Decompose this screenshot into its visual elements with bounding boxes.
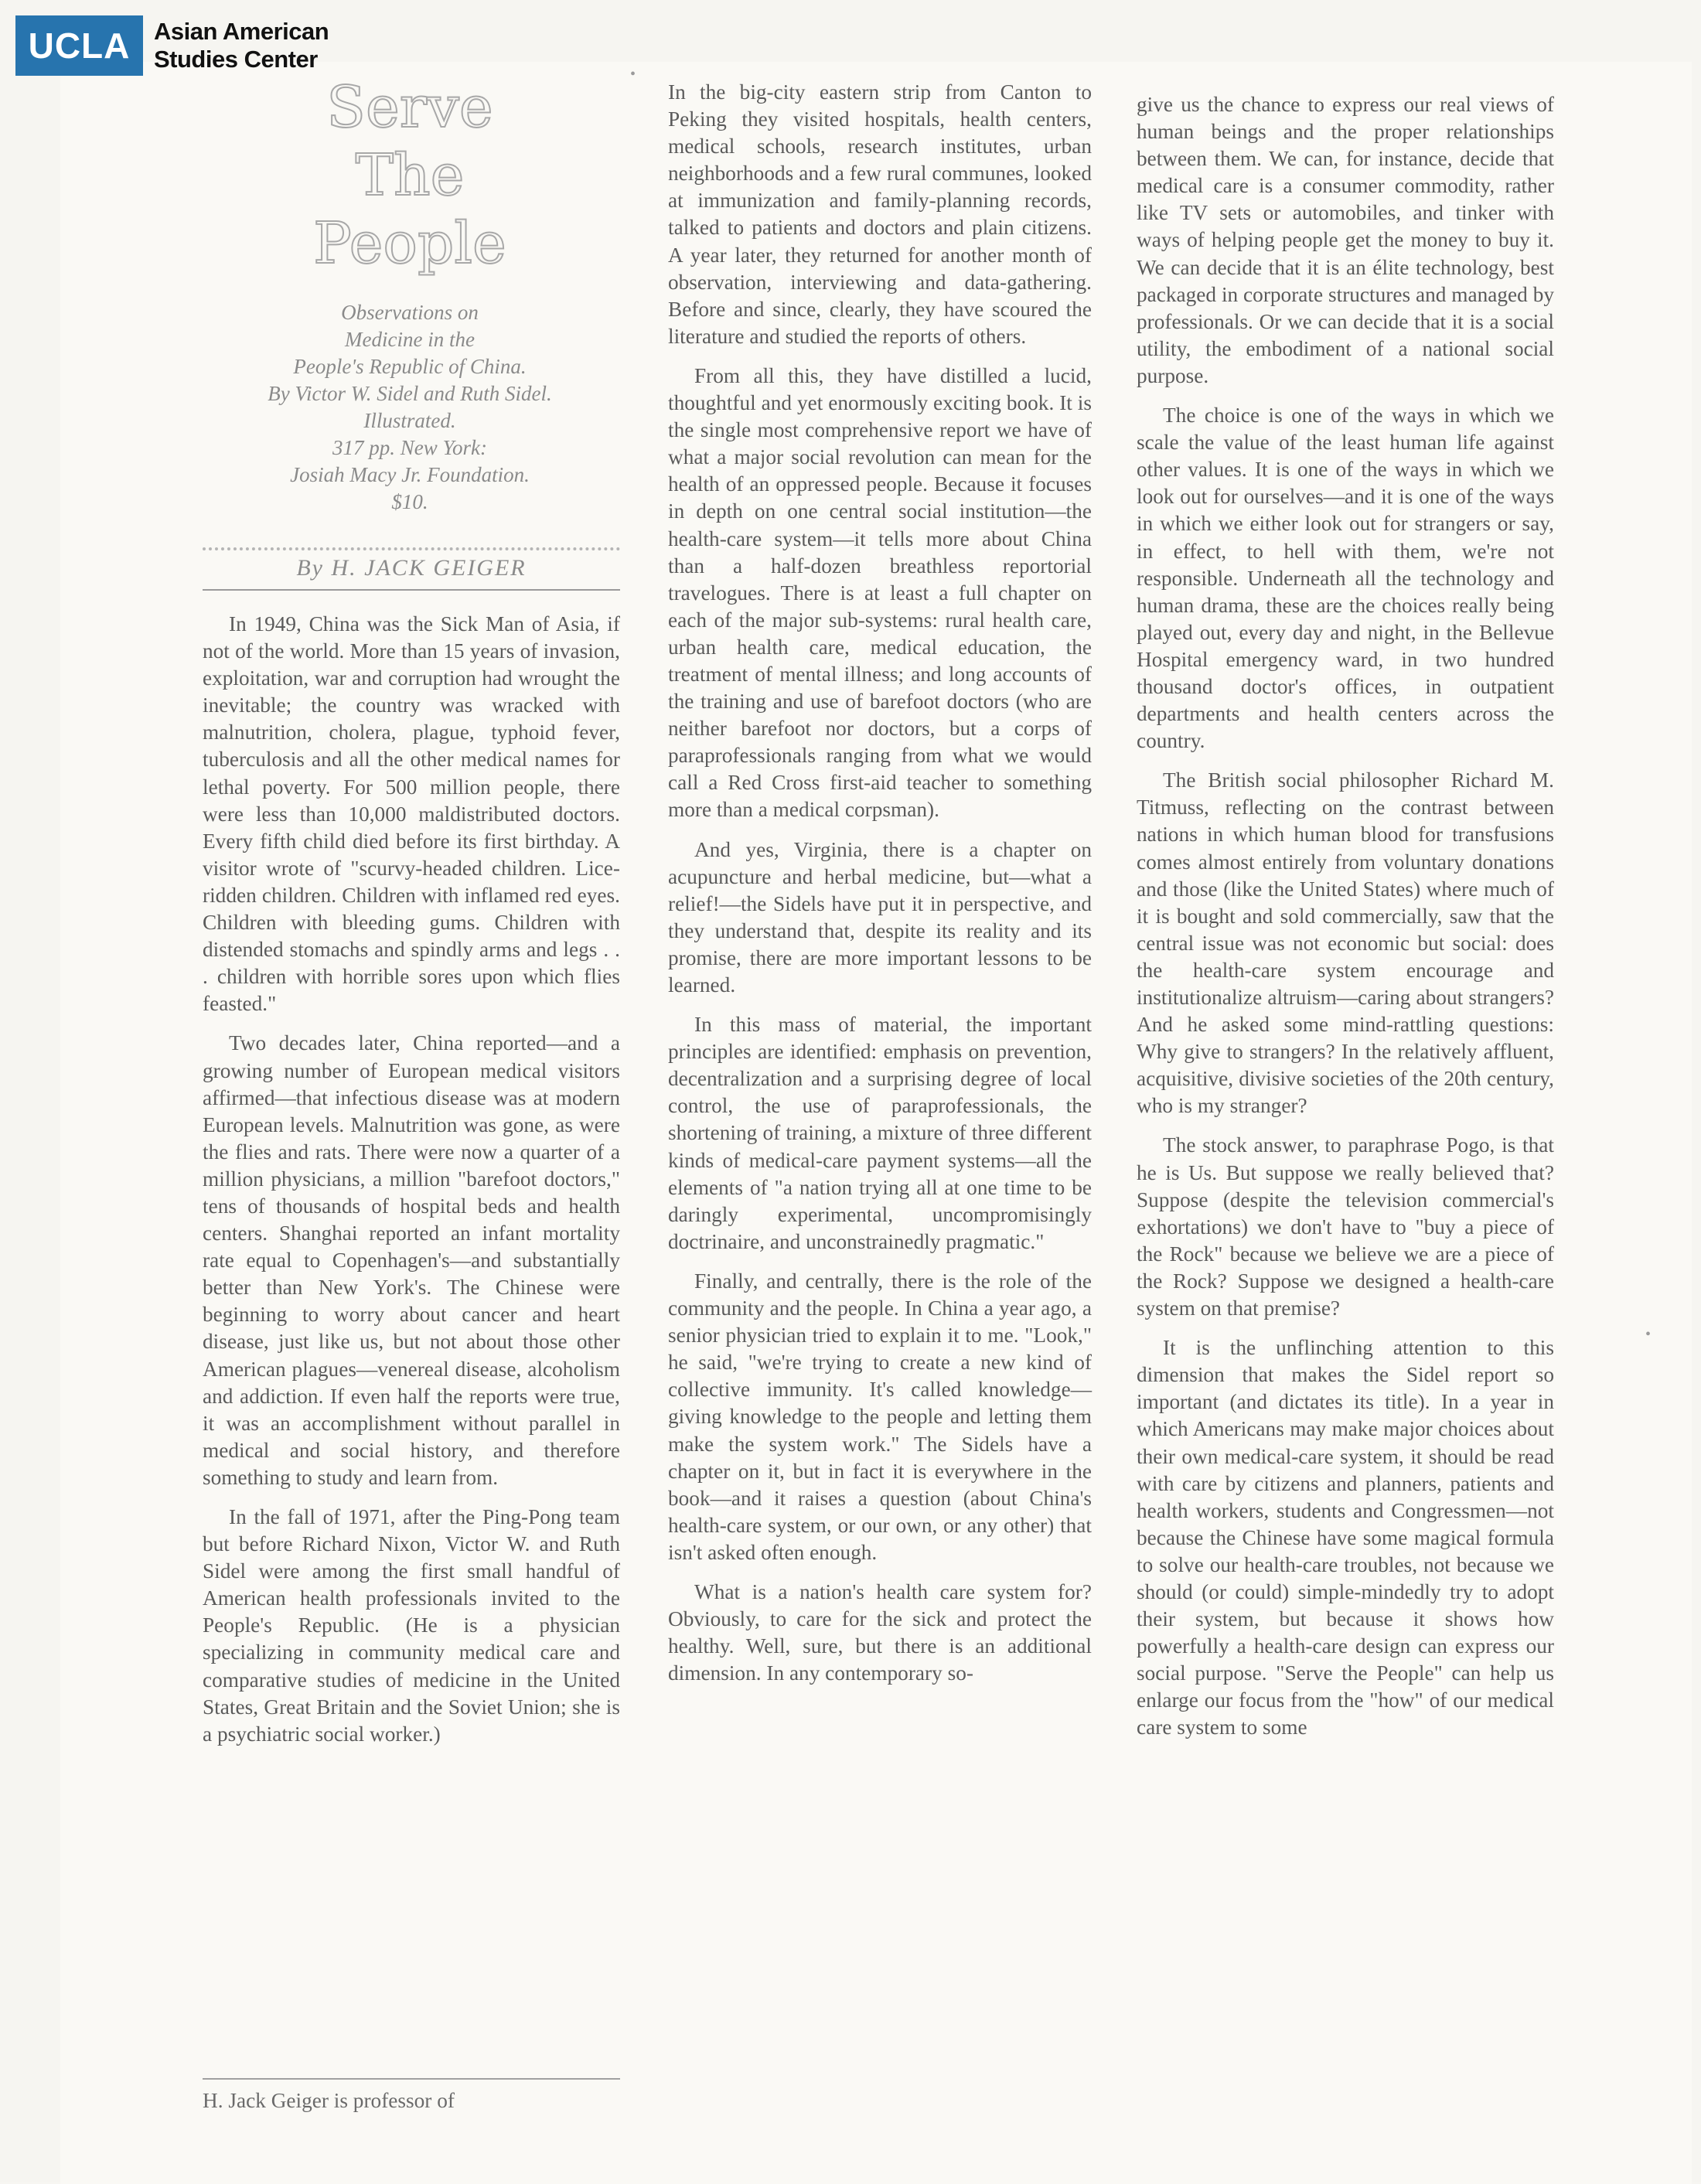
paragraph: Finally, and centrally, there is the role of the community and the people. In China a year ago, a senior physician tried to explain it to me. "Look," he said, "we're trying to create a new kind of collective immunity. It's called knowledge—giving knowledge to the people and letting them make the system work." The Sidels have a chapter on it, but in fact it is everywhere in the book—and it raises a question (about China's health-care system, or our own, or any other) that isn't asked often enough. (668, 1269, 1092, 1564)
paragraph: In the fall of 1971, after the Ping-Pong team but before Richard Nixon, Victor W. and Ruth Sidel were among the first small handful of American health professionals invited to the People's Republic. (He is a physician specializing in community medical care and comparative studies of medicine in the United States, Great Britain and the Soviet Union; she is a psychiatric social worker.) (203, 1505, 620, 1746)
author-footnote: H. Jack Geiger is professor of (203, 2089, 455, 2112)
scan-speck: • (630, 66, 636, 83)
title-block (201, 73, 619, 516)
paragraph: In 1949, China was the Sick Man of Asia, if not of the world. More than 15 years of invasion, exploitation, war and corruption had wrought the inevitable; the country was wracked with malnutrition, cholera, plague, typhoid fever, tuberculosis and all the other medical names for lethal poverty. For 500 million people, there were less than 10,000 maldistributed doctors. Every fifth child died before its first birthday. A visitor wrote of "scurvy-headed children. Lice-ridden children. Children with inflamed red eyes. Children with bleeding gums. Children with distended stomachs and spindly arms and legs . . . children with horrible sores upon which flies feasted." (203, 612, 620, 1016)
footnote-rule (203, 2078, 620, 2080)
paragraph: give us the chance to express our real views of human beings and the proper relationships between them. We can, for instance, decide that medical care is a consumer commodity, rather like TV sets or automobiles, and tinker with ways of helping people get the money to buy it. We can decide that it is an élite technology, best packaged in corporate structures and managed by professionals. Or we can decide that it is a social utility, the embodiment of a national social purpose. (1137, 93, 1554, 387)
paragraph: The choice is one of the ways in which we scale the value of the least human life against other values. It is one of the ways in which we look out for ourselves—and it is one of the ways in which we either look out for strangers or say, in effect, to hell with them, we're not responsible. Underneath all the technology and human drama, these are the choices really being played out, every day and night, in the Bellevue Hospital emergency ward, in two hundred thousand doctor's offices, in outpatient departments and health centers across the country. (1137, 404, 1554, 753)
logo-line-2: Studies Center (154, 46, 318, 73)
title-line-1: Serve (326, 74, 493, 141)
ucla-logo-box: UCLA (15, 15, 143, 76)
paragraph: In this mass of material, the important principles are identified: emphasis on prevention, decentralization and a surprising degree of local control, the use of paraprofessionals, the shortening of training, a mixture of three different kinds of medical-care payment systems—all the elements of "a nation trying all at one time to be daringly experimental, uncompromisingly doctrinaire, and unconstrainedly pragmatic." (668, 1013, 1092, 1253)
scan-speck: • (1645, 1326, 1652, 1343)
paragraph: It is the unflinching attention to this dimension that makes the Sidel report so important (and dictates its title). In a year in which Americans may make major choices about their own medical-care system, it should be read with care by citizens and planners, patients and health workers, students and Congressmen—not because the Chinese have some magical formula to solve our health-care troubles, not because we should (or could) simple-mindedly try to adopt their system, but because it shows how powerfully a health-care design can express our social purpose. "Serve the People" can help us enlarge our focus from the "how" of our medical care system to some (1137, 1336, 1554, 1739)
book-info-line: Observations on (341, 301, 479, 324)
logo-line-1: Asian American (154, 18, 329, 45)
paragraph: And yes, Virginia, there is a chapter on acupuncture and herbal medicine, but—what a relief!—the Sidels have put it in perspective, and they understand that, despite its reality and its promise, there are more important lessons to be learned. (668, 837, 1092, 997)
byline-divider (203, 547, 620, 550)
title-line-2: The (355, 142, 465, 209)
paragraph: Two decades later, China reported—and a growing number of European medical visitors affirmed—that infectious disease was at modern European levels. Malnutrition was gone, as were the flies and rats. There were now a quarter of a million physicians, a million "barefoot doctors," tens of thousands of hospital beds and health centers. Shanghai reported an infant mortality rate equal to Copenhagen's—and substantially better than New York's. The Chinese were beginning to worry about cancer and heart disease, just like us, but not about those other American plagues—venereal disease, alcoholism and addiction. If even half the reports were true, it was an accomplishment without parallel in medical and social history, and therefore something to study and learn from. (203, 1031, 620, 1489)
byline-rule (203, 589, 620, 591)
ucla-logo (15, 15, 329, 76)
book-info-line: Medicine in the (345, 328, 475, 351)
book-info-line: $10. (391, 490, 428, 513)
book-info-line: 317 pp. New York: (332, 436, 488, 459)
paragraph: The British social philosopher Richard M. Titmuss, reflecting on the contrast between nations in which human blood for transfusions comes almost entirely from voluntary donations and those (like the United States) where much of it is bought and sold commercially, saw that the central issue was not economic but social: does the health-care system encourage and institutionalize altruism—caring about strangers? And he asked some mind-rattling questions: Why give to strangers? In the relatively affluent, acquisitive, divisive societies of the 20th century, who is my stranger? (1137, 768, 1554, 1118)
article-column-1 (203, 611, 620, 1748)
paragraph: What is a nation's health care system for? Obviously, to care for the sick and protect the healthy. Well, sure, but there is an additional dimension. In any contemporary so- (668, 1579, 1092, 1685)
book-info-line: Josiah Macy Jr. Foundation. (290, 463, 530, 486)
paragraph: In the big-city eastern strip from Canton to Peking they visited hospitals, health centers, medical schools, research institutes, urban neighborhoods and a few rural communes, looked at immunization and family-planning records, talked to patients and doctors and plain citizens. A year later, they returned for another month of observation, interviewing and data-gathering. Before and since, clearly, they have scoured the literature and studied the reports of others. (668, 80, 1092, 348)
article-column-3 (1137, 91, 1554, 1742)
book-info-line: By Victor W. Sidel and Ruth Sidel. (268, 382, 552, 405)
title-line-3: People (313, 210, 506, 277)
logo-center-name (154, 18, 329, 73)
paragraph: The stock answer, to paraphrase Pogo, is that he is Us. But suppose we really believed that? Suppose (despite the television commercial's exhortations) we don't have to "buy a piece of the Rock" because we believe we are a piece of the Rock? Suppose we designed a health-care system on that premise? (1137, 1133, 1554, 1320)
byline: By H. JACK GEIGER (296, 555, 527, 581)
paragraph: From all this, they have distilled a lucid, thoughtful and yet enormously exciting book. It is the single most comprehensive report we have of what a major social revolution can mean for the health of an oppressed people. Because it focuses in depth on one central social institution—the health-care system—it tells more about China than a half-dozen breathless reportorial travelogues. There is at least a full chapter on each of the major sub-systems: rural health care, urban health care, medical education, the treatment of mental illness; and long accounts of the training and use of barefoot doctors (who are neither barefoot nor doctors, but a corps of paraprofessionals ranging from what we would call a Red Cross first-aid teacher to something more than a medical corpsman). (668, 363, 1092, 822)
book-info-line: People's Republic of China. (293, 355, 527, 378)
book-info (201, 299, 619, 516)
article-column-2 (668, 79, 1092, 1687)
book-info-line: Illustrated. (363, 409, 456, 432)
